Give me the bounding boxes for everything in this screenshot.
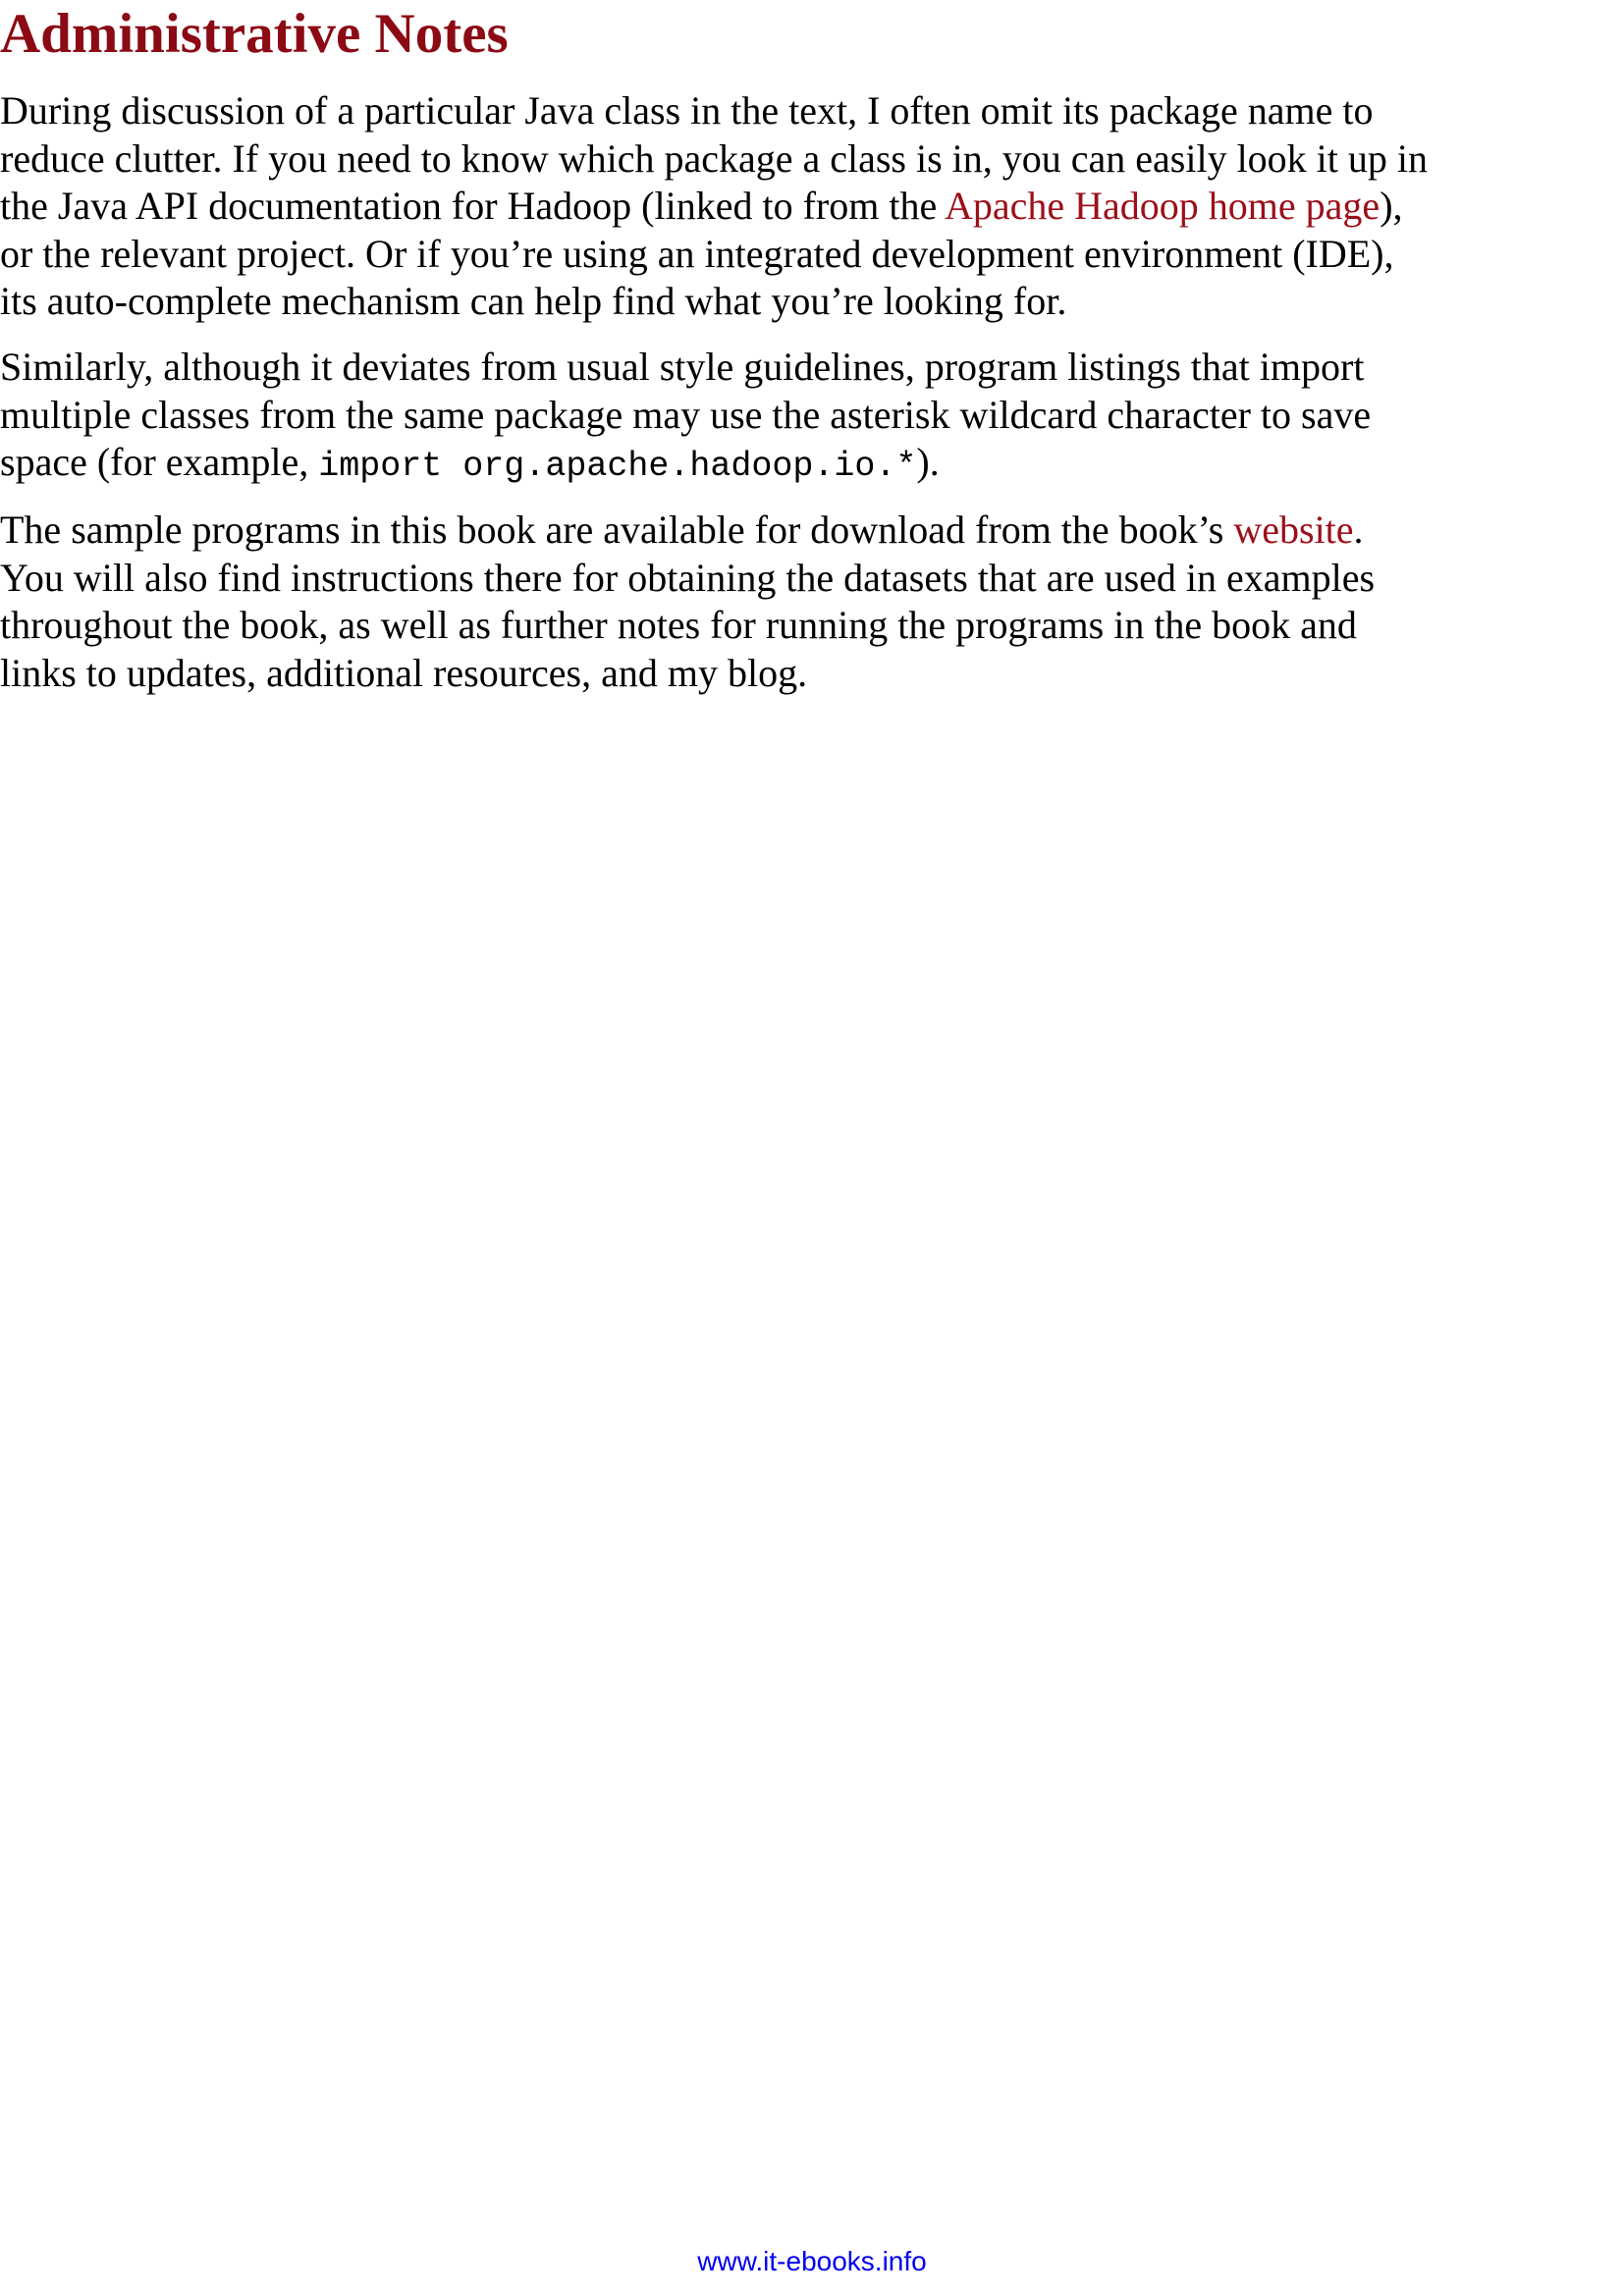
- paragraph-line: [0, 507, 1624, 555]
- section-heading: Administrative Notes: [0, 3, 509, 65]
- text-run: ).: [916, 440, 940, 484]
- paragraph-line: or the relevant project. Or if you’re using an integrated development environment (IDE),: [0, 231, 1394, 276]
- apache-hadoop-home-page-link[interactable]: Apache Hadoop home page: [945, 184, 1380, 228]
- paragraph-line: reduce clutter. If you need to know which package a class is in, you can easily look it up in: [0, 135, 1429, 181]
- paragraph-line: [0, 439, 1624, 491]
- paragraph-line: Similarly, although it deviates from usual style guidelines, program listings that import: [0, 345, 1365, 389]
- paragraph-sample-programs: [0, 507, 1624, 697]
- text-run: ),: [1380, 184, 1403, 228]
- text-run: space (for example,: [0, 440, 319, 484]
- page-footer: [0, 2246, 1624, 2277]
- text-run: the Java API documentation for Hadoop (linked to from the: [0, 184, 946, 228]
- paragraph-line: [0, 183, 1624, 231]
- paragraph-line: links to updates, additional resources, and my blog.: [0, 650, 808, 695]
- footer-website-link[interactable]: www.it-ebooks.info: [697, 2246, 927, 2276]
- paragraph-wildcard-imports: [0, 344, 1624, 491]
- text-run: The sample programs in this book are available for download from the book’s: [0, 507, 1234, 552]
- paragraph-line: its auto-complete mechanism can help find what you’re looking for.: [0, 279, 1067, 323]
- text-run: .: [1353, 507, 1364, 552]
- inline-code-import: import org.apache.hadoop.io.*: [318, 447, 917, 486]
- paragraph-line: throughout the book, as well as further notes for running the programs in the book and: [0, 603, 1357, 647]
- paragraph-package-names: [0, 87, 1624, 326]
- paragraph-line: multiple classes from the same package may use the asterisk wildcard character to save: [0, 392, 1372, 437]
- paragraph-line: You will also find instructions there for obtaining the datasets that are used in examples: [0, 555, 1376, 600]
- book-website-link[interactable]: website: [1233, 507, 1354, 552]
- paragraph-line: During discussion of a particular Java class in the text, I often omit its package name to: [0, 88, 1374, 133]
